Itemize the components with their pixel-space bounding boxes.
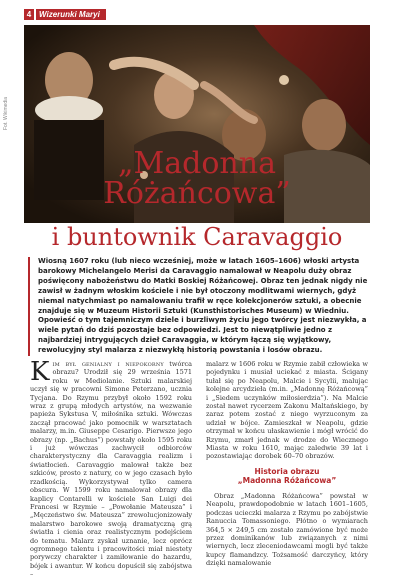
title-line-1: „Madonna bbox=[118, 146, 276, 181]
smallcaps-opening: im był genialny i niepokorny bbox=[52, 360, 164, 368]
photo-credit bbox=[3, 40, 13, 140]
lead-paragraph bbox=[28, 257, 378, 356]
column-left-text: twórca obrazu? Urodził się 29 września 1571 roku w Mediolanie. Sztuki malarskiej uczył się w pracowni Simone Peterzano, ucznia Tycjana. Do Rzymu przybył około 1592 roku wraz z grupą młodych artystów, na wezwanie papieża Sykstusa V, miłośnika sztuki. Wówczas zaczął pracować jako pomocnik w warsztatach malarzy, m.in. Giuseppe Cesarigo. Pierwsze jego obrazy (np. „Bachus”) powstały około 1595 roku i już wówczas zachwycił odbiorców charakterystyczny dla Caravaggia realizm i światłocień. Caravaggio malował także bez szkiców, prosto z natury, co w jego czasach było rzadkością. Wykorzystywał tylko camera obscura. W 1599 roku namalował obrazy dla kaplicy Contarelli w kościele San Luigi dei Francesi w Rzymie – „Powołanie Mateusza” i „Męczeństwo św. Mateusza” zrewolucjonizowały malarstwo barokowe swoją dramatyczną grą światła i cienia oraz realistycznym podejściem do tematu. Malarz zyskał uznanie, lecz oprócz ogromnego talentu i pracowitości miał niestety porywczy charakter i zamiłowanie do hazardu, bójek i awantur. W końcu dopuścił się zabójstwa – bbox=[30, 360, 192, 579]
subheading-line-1: Historia obrazu bbox=[254, 466, 320, 476]
title-line-3: i buntownik Caravaggio bbox=[51, 223, 343, 251]
drop-cap: K bbox=[30, 357, 50, 387]
title-line-2: Różańcowa” bbox=[103, 176, 291, 211]
lead-text: Wiosną 1607 roku (lub nieco wcześniej, może w latach 1605–1606) włoski artysta barokowy Michelangelo Merisi da Caravaggio namalował w Neapolu duży obraz poświęcony nabożeństwu do Matki Boskiej Różańcowej. Obraz ten jednak nigdy nie zawisł w żadnym włoskim kościele i nie był otoczony modlitwami wiernych, gdyż niemal natychmiast po namalowaniu trafił w ręce kolekcjonerów sztuki, a obecnie znajduje się w Muzeum Historii Sztuki (Kunsthistorisches Museum) w Wiedniu. Opowieść o tym tajemniczym dziele i burzliwym życiu jego twórcy jest niezwykła, a wiele pytań do dziś pozostaje bez odpowiedzi. Jest to niewątpliwie jedno z najbardziej intrygujących dzieł Caravaggia, w którym łączą się wyjątkowy, rewolucyjny styl malarza z niezwykłą historią powstania i losów obrazu. bbox=[38, 257, 368, 355]
column-left bbox=[30, 357, 192, 579]
column-right-text-1: malarz w 1606 roku w Rzymie zabił człowieka w pojedynku i musiał uciekać z miasta. Ścigany tułał się po Neapolu, Malcie i Sycylii, malując kolejne arcydzieła (m.in. „Madonnę Różańcową” i „Siedem uczynków miłosierdzia”). Na Malcie został nawet rycerzem Zakonu Maltańskiego, by zaraz potem zostać z niego wyrzuconym za udział w bójce. Zamieszkał w Neapolu, gdzie otrzymał w końcu ułaskawienie i mógł wrócić do Rzymu, zmarł jednak w drodze do Wiecznego Miasta w roku 1610, mając zaledwie 39 lat i pozostawiając dorobek 60–70 obrazów. bbox=[206, 360, 368, 461]
section-label: Wizerunki Maryi bbox=[36, 9, 106, 20]
column-right-text-2: Obraz „Madonna Różańcowa” powstał w Neapolu, prawdopodobnie w latach 1601–1605, podczas ucieczki malarza z Rzymu po zabójstwie Ranuccia Tomassoniego. Płótno o wymiarach 364,5 × 249,5 cm zostało zamówione być może przez dominikanów lub związanych z nimi wiernych, lecz zleceniodawcami mogli być także kupcy flamandzcy. Tożsamość darczyńcy, który dzięki namalowanie bbox=[206, 491, 368, 568]
column-right bbox=[206, 360, 368, 568]
column-left-paragraph bbox=[30, 357, 192, 579]
page-header bbox=[24, 8, 106, 20]
subheading bbox=[206, 467, 368, 486]
subheading-line-2: „Madonna Różańcowa” bbox=[237, 476, 337, 486]
photo-credit-text: Fot. Wikimedia bbox=[3, 96, 9, 130]
page-number: 4 bbox=[24, 9, 34, 20]
